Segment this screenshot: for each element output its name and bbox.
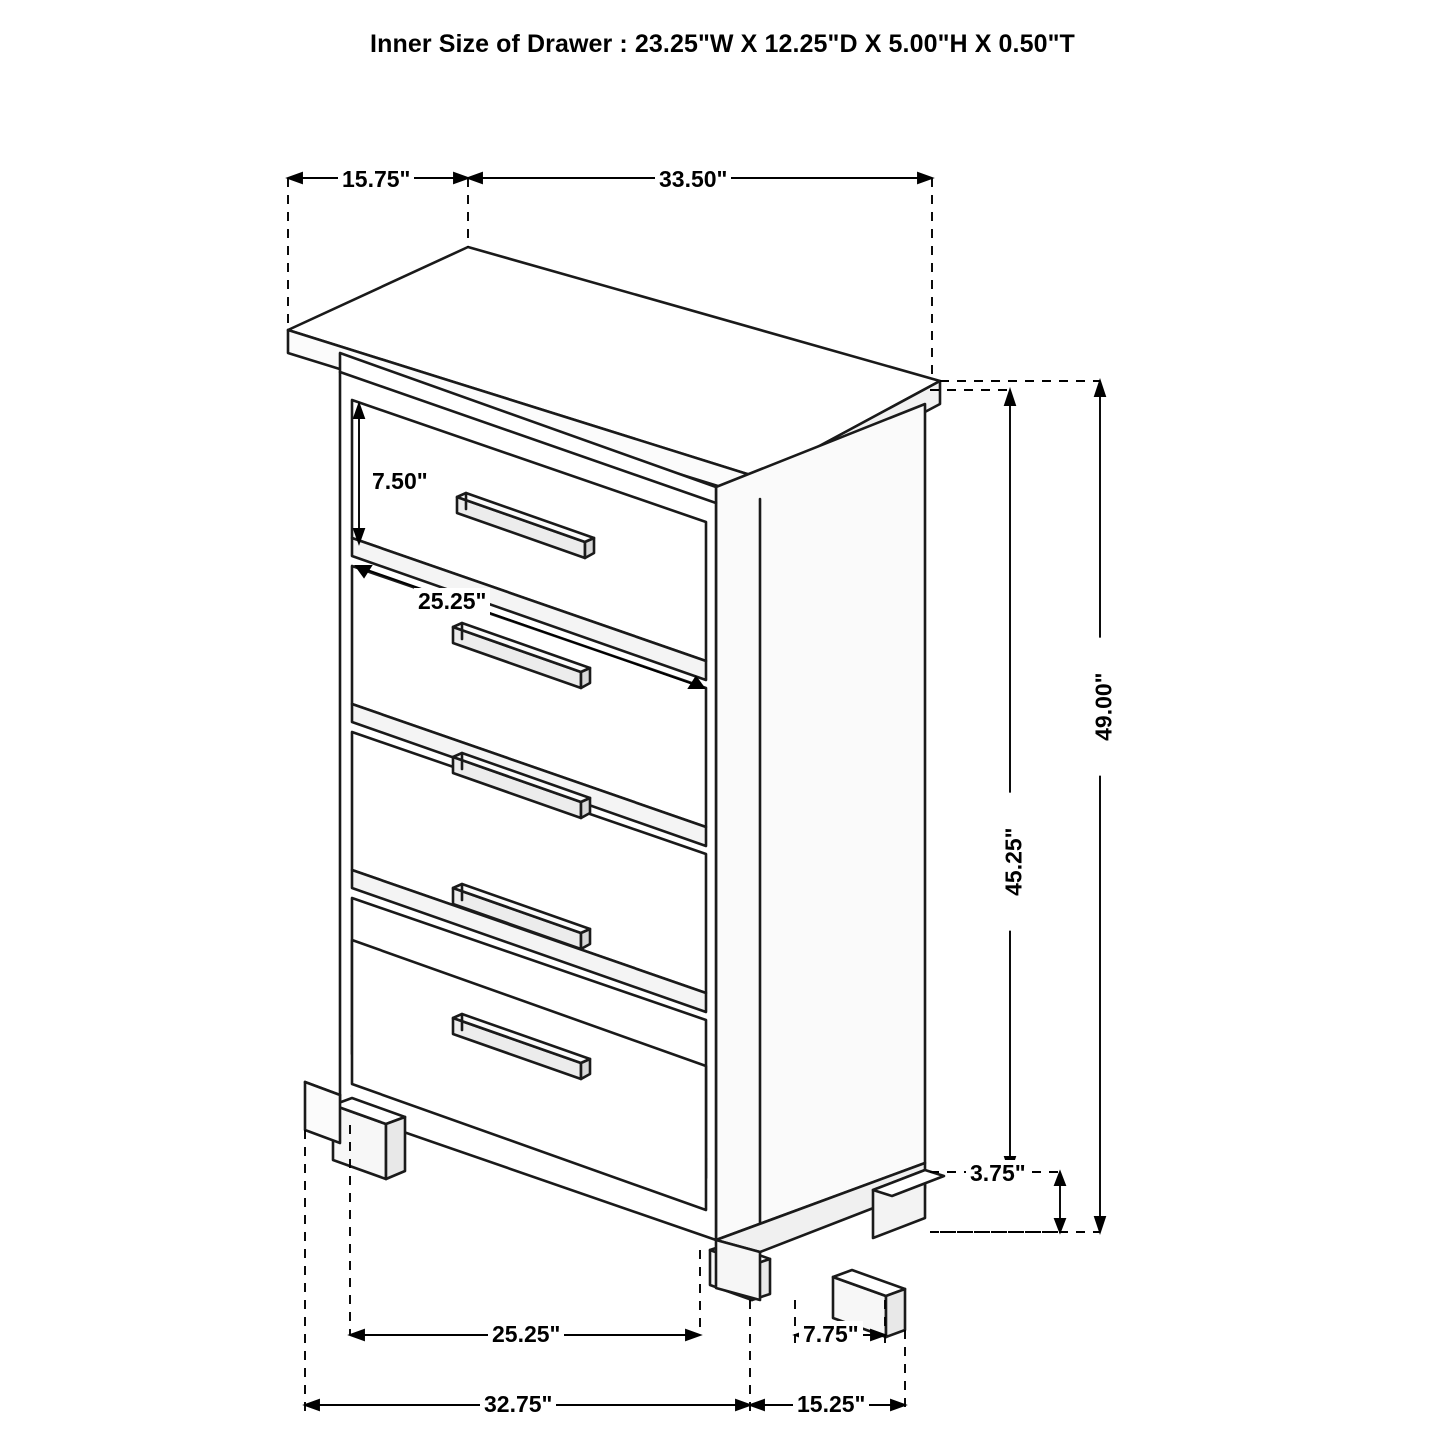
dim-leg-height: 3.75" bbox=[966, 1160, 1030, 1187]
chest-side-panel bbox=[716, 404, 925, 1252]
dim-total-height: 49.00" bbox=[1090, 638, 1117, 776]
dim-leg-depth: 7.75" bbox=[799, 1321, 863, 1348]
dim-overall-depth: 15.25" bbox=[793, 1391, 869, 1418]
dim-drawer-front-height: 7.50" bbox=[368, 468, 432, 495]
dim-base-front-width: 25.25" bbox=[488, 1321, 564, 1348]
dim-top-width: 33.50" bbox=[655, 166, 731, 193]
dim-top-depth: 15.75" bbox=[338, 166, 414, 193]
page-title: Inner Size of Drawer : 23.25"W X 12.25"D X 5.00"H X 0.50"T bbox=[370, 30, 1075, 58]
dim-overall-width: 32.75" bbox=[480, 1391, 556, 1418]
dim-drawer-front-width: 25.25" bbox=[414, 588, 490, 615]
dim-body-height: 45.25" bbox=[1000, 793, 1027, 931]
